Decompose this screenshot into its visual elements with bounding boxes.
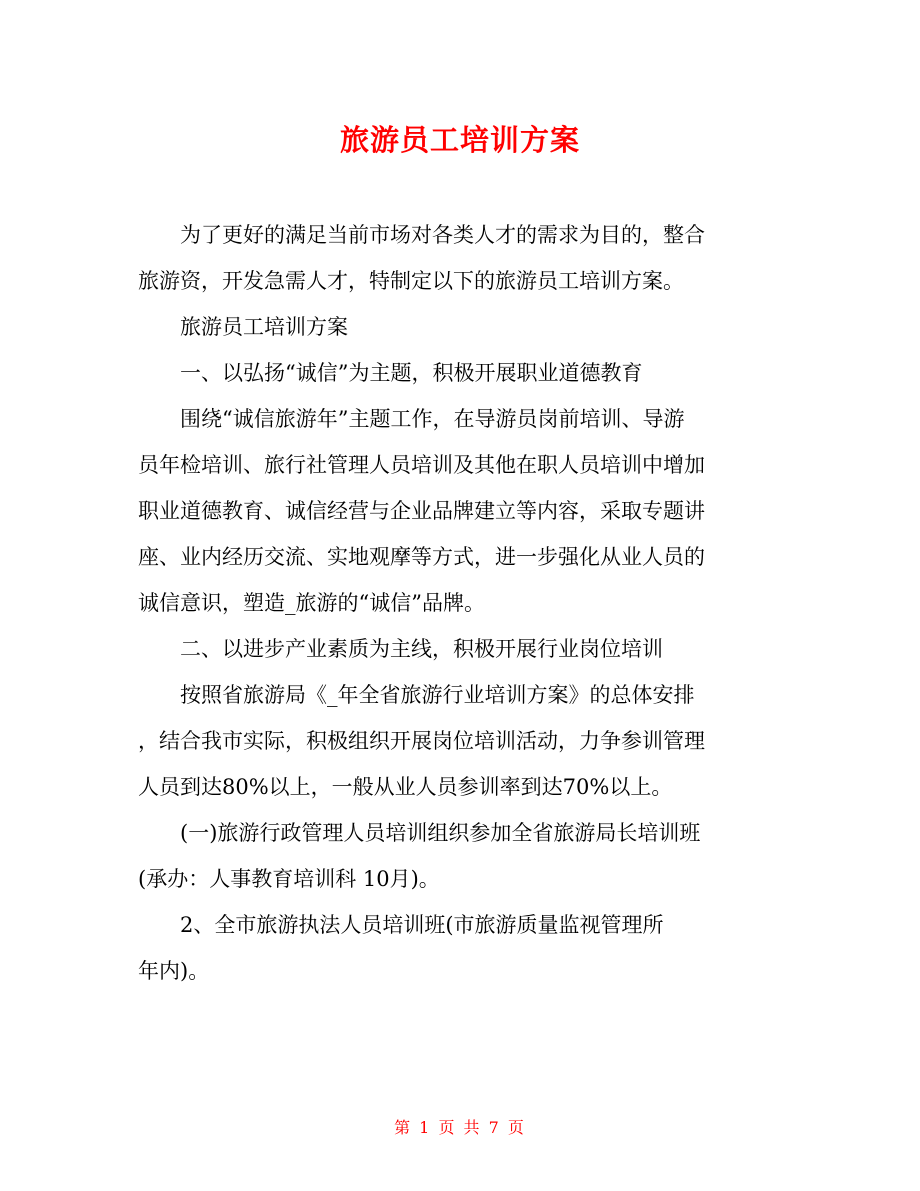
paragraph-line: (一)旅游行政管理人员培训组织参加全省旅游局长培训班 — [180, 821, 701, 845]
section-label: 旅游员工培训方案 — [180, 315, 348, 339]
paragraph-line: (承办：人事教育培训科 10月)。 — [138, 867, 440, 891]
paragraph-line: 职业道德教育、诚信经营与企业品牌建立等内容，采取专题讲 — [138, 499, 705, 523]
paragraph-line: 2、全市旅游执法人员培训班(市旅游质量监视管理所 — [180, 913, 664, 937]
paragraph-line: 座、业内经历交流、实地观摩等方式，进一步强化从业人员的 — [138, 545, 705, 569]
section-heading: 一、以弘扬“诚信”为主题，积极开展职业道德教育 — [180, 361, 643, 385]
paragraph-line: 诚信意识，塑造_旅游的“诚信”品牌。 — [138, 591, 485, 615]
document-body — [138, 212, 786, 994]
section-heading: 二、以进步产业素质为主线，积极开展行业岗位培训 — [180, 637, 663, 661]
paragraph-line: 旅游资，开发急需人才，特制定以下的旅游员工培训方案。 — [138, 269, 684, 293]
page-number-footer: 第 1 页 共 7 页 — [394, 1118, 526, 1137]
paragraph-line: ，结合我市实际，积极组织开展岗位培训活动，力争参训管理 — [138, 729, 705, 753]
paragraph-line: 人员到达80%以上，一般从业人员参训率到达70%以上。 — [138, 775, 673, 799]
paragraph-line: 围绕“诚信旅游年”主题工作，在导游员岗前培训、导游 — [180, 407, 685, 431]
paragraph-line: 年内)。 — [138, 959, 210, 983]
paragraph-line: 为了更好的满足当前市场对各类人才的需求为目的，整合 — [180, 223, 705, 247]
document-title: 旅游员工培训方案 — [339, 123, 580, 157]
paragraph-line: 员年检培训、旅行社管理人员培训及其他在职人员培训中增加 — [138, 453, 705, 477]
paragraph-line: 按照省旅游局《_年全省旅游行业培训方案》的总体安排 — [180, 683, 695, 707]
